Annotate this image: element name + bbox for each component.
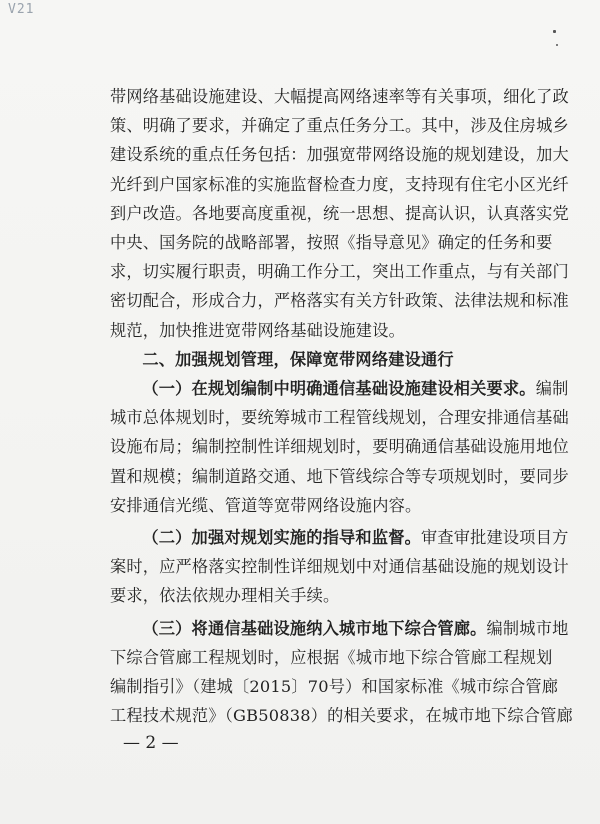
item-3-line: 工程技术规范》（GB50838）的相关要求，在城市地下综合管廊 bbox=[110, 706, 573, 726]
scan-speck bbox=[556, 44, 558, 46]
item-2-first-tail: 审查审批建设项目方 bbox=[420, 528, 569, 548]
document-body bbox=[110, 82, 573, 730]
item-2-line: 要求，依法依规办理相关手续。 bbox=[110, 586, 340, 606]
paragraph-1-line: 光纤到户国家标准的实施监督检查力度，支持现有住宅小区光纤 bbox=[110, 174, 569, 194]
item-1-first-tail: 编制 bbox=[535, 379, 569, 399]
page-number: — 2 — bbox=[123, 733, 179, 753]
item-3-line: 编制指引》（建城〔2015〕70号）和国家标准《城市综合管廊 bbox=[110, 677, 559, 697]
item-3-line: 下综合管廊工程规划时，应根据《城市地下综合管廊工程规划 bbox=[110, 647, 553, 667]
item-1-first-line bbox=[110, 374, 569, 403]
paragraph-1-line: 策、明确了要求，并确定了重点任务分工。其中，涉及住房城乡 bbox=[110, 116, 569, 136]
item-2-lead: （二）加强对规划实施的指导和监督。 bbox=[142, 528, 421, 548]
item-3-first-tail: 编制城市地 bbox=[486, 618, 569, 638]
item-1 bbox=[110, 374, 569, 520]
item-1-line: 设施布局；编制控制性详细规划时，要明确通信基础设施用地位 bbox=[110, 437, 569, 457]
item-3-lead: （三）将通信基础设施纳入城市地下综合管廊。 bbox=[142, 618, 487, 638]
section-heading: 二、加强规划管理，保障宽带网络建设通行 bbox=[142, 349, 454, 369]
paragraph-1 bbox=[110, 82, 569, 345]
item-3 bbox=[110, 614, 573, 731]
paragraph-1-line: 带网络基础设施建设、大幅提高网络速率等有关事项，细化了政 bbox=[110, 87, 569, 106]
scan-speck bbox=[553, 30, 556, 33]
item-1-line: 置和规模；编制道路交通、地下管线综合等专项规划时，要同步 bbox=[110, 466, 569, 486]
corner-mark: V21 bbox=[8, 2, 35, 17]
item-1-line: 安排通信光缆、管道等宽带网络设施内容。 bbox=[110, 495, 422, 515]
item-3-first-line bbox=[110, 614, 569, 643]
item-1-line: 城市总体规划时，要统筹城市工程管线规划，合理安排通信基础 bbox=[110, 408, 569, 428]
item-2-line: 案时，应严格落实控制性详细规划中对通信基础设施的规划设计 bbox=[110, 557, 569, 577]
paragraph-1-line: 到户改造。各地要高度重视，统一思想、提高认识，认真落实党 bbox=[110, 203, 569, 223]
paragraph-1-line: 中央、国务院的战略部署，按照《指导意见》确定的任务和要 bbox=[110, 233, 553, 253]
item-1-lead: （一）在规划编制中明确通信基础设施建设相关要求。 bbox=[142, 379, 536, 399]
item-2-first-line bbox=[110, 523, 569, 552]
paragraph-1-line: 规范，加快推进宽带网络基础设施建设。 bbox=[110, 320, 405, 340]
item-2 bbox=[110, 523, 569, 611]
paragraph-1-line: 求，切实履行职责，明确工作分工，突出工作重点，与有关部门 bbox=[110, 262, 569, 282]
section-heading-para bbox=[110, 345, 522, 374]
paragraph-1-line: 密切配合，形成合力，严格落实有关方针政策、法律法规和标准 bbox=[110, 291, 569, 311]
paragraph-1-line: 建设系统的重点任务包括：加强宽带网络设施的规划建设，加大 bbox=[110, 145, 569, 165]
